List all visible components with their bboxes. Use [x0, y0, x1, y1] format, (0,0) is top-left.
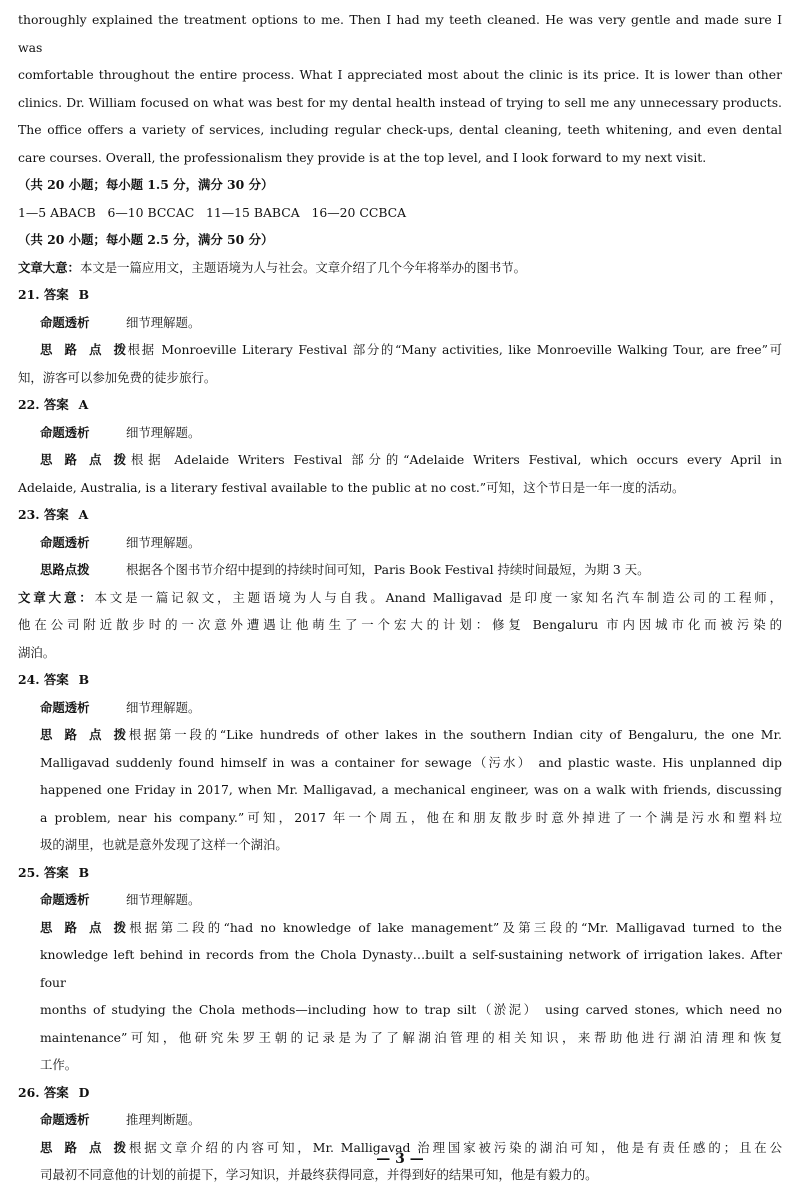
hint-line [18, 556, 782, 584]
hint-label: 思路点拨 [40, 562, 90, 577]
hint-line: maintenance”可知，他研究朱罗王朝的记录是为了了解湖泊管理的相关知识，来帮助他进行湖泊清理和恢复 [40, 1029, 782, 1045]
hint-line [18, 336, 782, 364]
answer-letter: B [78, 672, 90, 687]
analysis-label: 命题透析 [40, 314, 90, 330]
answer-label: 答案 [43, 672, 69, 687]
hint-text: 根据文章介绍的内容可知，Mr. Malligavad 治理国家被污染的湖泊可知，他是有责任感的；且在公 [126, 1139, 782, 1155]
summary [18, 584, 782, 612]
answer-letter: B [78, 864, 90, 880]
answer-letter: A [78, 507, 89, 522]
answer-line [18, 391, 782, 419]
summary-label: 文章大意： [18, 259, 80, 275]
analysis-line [18, 1106, 782, 1134]
hint-line: a problem, near his company.”可知，2017 年一个周五，他在和朋友散步时意外掉进了一个满是污水和塑料垃 [40, 809, 782, 825]
analysis-text: 推理判断题。 [126, 1112, 201, 1127]
answer-label: 答案 [43, 1084, 69, 1100]
text-line: thoroughly explained the treatment options to me. Then I had my teeth cleaned. He was very gentle and made sure I was [18, 12, 782, 55]
hint-text: 根据各个图书节介绍中提到的持续时间可知，Paris Book Festival 持续时间最短，为期 3 天。 [126, 562, 650, 577]
hint-line: months of studying the Chola methods—including how to trap silt（淤泥） using carved stones, which need no [40, 1002, 782, 1017]
hint-line: 工作。 [40, 1057, 78, 1072]
answer-letter: B [78, 287, 90, 302]
page-number: — 3 — [376, 1151, 424, 1167]
answer-letter: D [78, 1084, 90, 1100]
question-number: 21. [18, 287, 40, 302]
hint-text: 根据 Monroeville Literary Festival 部分的“Many activities, like Monroeville Walking Tour, are free”可 [126, 342, 782, 357]
hint-text: 根据第一段的“Like hundreds of other lakes in the southern Indian city of Bengaluru, the one Mr. [126, 727, 782, 742]
answer-line [18, 501, 782, 529]
answer-line [18, 1079, 782, 1107]
hint-label: 思路点拨 [40, 727, 126, 742]
hint-line: Malligavad suddenly found himself in was a container for sewage（污水） and plastic waste. His unplanned dip [40, 754, 782, 770]
answer-line [18, 281, 782, 309]
analysis-text: 细节理解题。 [126, 892, 201, 907]
analysis-line [18, 309, 782, 337]
analysis-text: 细节理解题。 [126, 534, 201, 550]
summary-text: 本文是一篇应用文，主题语境为人与社会。文章介绍了几个今年将举办的图书节。 [79, 259, 527, 275]
question-number: 26. [18, 1084, 40, 1100]
hint-label: 思路点拨 [40, 452, 126, 467]
analysis-label: 命题透析 [40, 892, 90, 907]
answer-label: 答案 [43, 287, 69, 302]
analysis-text: 细节理解题。 [126, 424, 201, 440]
hint-label: 思路点拨 [40, 919, 126, 935]
answer-key-line: 1—5 ABACB 6—10 BCCAC 11—15 BABCA 16—20 CCBCA [18, 204, 407, 220]
answer-label: 答案 [43, 507, 69, 522]
answer-label: 答案 [43, 864, 69, 880]
analysis-label: 命题透析 [40, 424, 90, 440]
hint-line: knowledge left behind in records from the Chola Dynasty…built a self-sustaining network of irrigation lakes. After four [40, 947, 782, 990]
answer-line [18, 666, 782, 694]
text-line: The office offers a variety of services, including regular check-ups, dental cleaning, teeth whitening, and even dental [18, 122, 782, 137]
summary-text: 本文是一篇记叙文，主题语境为人与自我。Anand Malligavad 是印度一家知名汽车制造公司的工程师， [94, 589, 782, 605]
question-number: 22. [18, 397, 40, 412]
analysis-text: 细节理解题。 [126, 699, 201, 715]
analysis-line [18, 419, 782, 447]
analysis-line [18, 886, 782, 914]
hint-line [18, 914, 782, 942]
section-header: （共 20 小题；每小题 2.5 分，满分 50 分） [18, 232, 274, 247]
hint-line [18, 446, 782, 474]
text-line: care courses. Overall, the professionalism they provide is at the top level, and I look forward to my next visit. [18, 149, 707, 165]
passage-paragraph [18, 6, 782, 171]
hint-line: Adelaide, Australia, is a literary festival available to the public at no cost.”可知，这个节日是一年一度的活动。 [18, 479, 685, 495]
hint-text: 根据 Adelaide Writers Festival 部分的“Adelaide Writers Festival, which occurs every April in [126, 452, 782, 467]
analysis-label: 命题透析 [40, 699, 90, 715]
text-line: comfortable throughout the entire process. What I appreciated most about the clinic is its price. It is lower than other [18, 67, 782, 82]
hint-line [18, 721, 782, 749]
summary-line: 湖泊。 [18, 644, 56, 660]
question-number: 24. [18, 672, 40, 687]
analysis-line [18, 529, 782, 557]
hint-text: 根据第二段的“had no knowledge of lake management”及第三段的“Mr. Malligavad turned to the [126, 919, 782, 935]
answer-label: 答案 [43, 397, 69, 412]
answer-line [18, 859, 782, 887]
analysis-text: 细节理解题。 [126, 314, 201, 330]
summary [18, 254, 782, 282]
text-line: clinics. Dr. William focused on what was best for my dental health instead of trying to sell me any unnecessary products. [18, 94, 782, 110]
section-header: （共 20 小题；每小题 1.5 分，满分 30 分） [18, 177, 274, 192]
hint-line: 知，游客可以参加免费的徒步旅行。 [18, 369, 217, 385]
analysis-line [18, 694, 782, 722]
question-number: 23. [18, 507, 40, 522]
hint-label: 思路点拨 [40, 1139, 126, 1155]
hint-label: 思路点拨 [40, 342, 126, 357]
answer-letter: A [78, 397, 89, 412]
hint-line: 司最初不同意他的计划的前提下，学习知识，并最终获得同意，并得到好的结果可知，他是有毅力的。 [40, 1167, 598, 1182]
summary-line: 他在公司附近散步时的一次意外遭遇让他萌生了一个宏大的计划：修复 Bengaluru 市内因城市化而被污染的 [18, 617, 782, 632]
analysis-label: 命题透析 [40, 1112, 90, 1127]
question-number: 25. [18, 864, 40, 880]
hint-line: 圾的湖里，也就是意外发现了这样一个湖泊。 [40, 837, 288, 852]
summary-label: 文章大意： [18, 589, 95, 605]
analysis-label: 命题透析 [40, 534, 90, 550]
hint-line: happened one Friday in 2017, when Mr. Malligavad, a mechanical engineer, was on a walk with friends, discussing [40, 782, 782, 797]
